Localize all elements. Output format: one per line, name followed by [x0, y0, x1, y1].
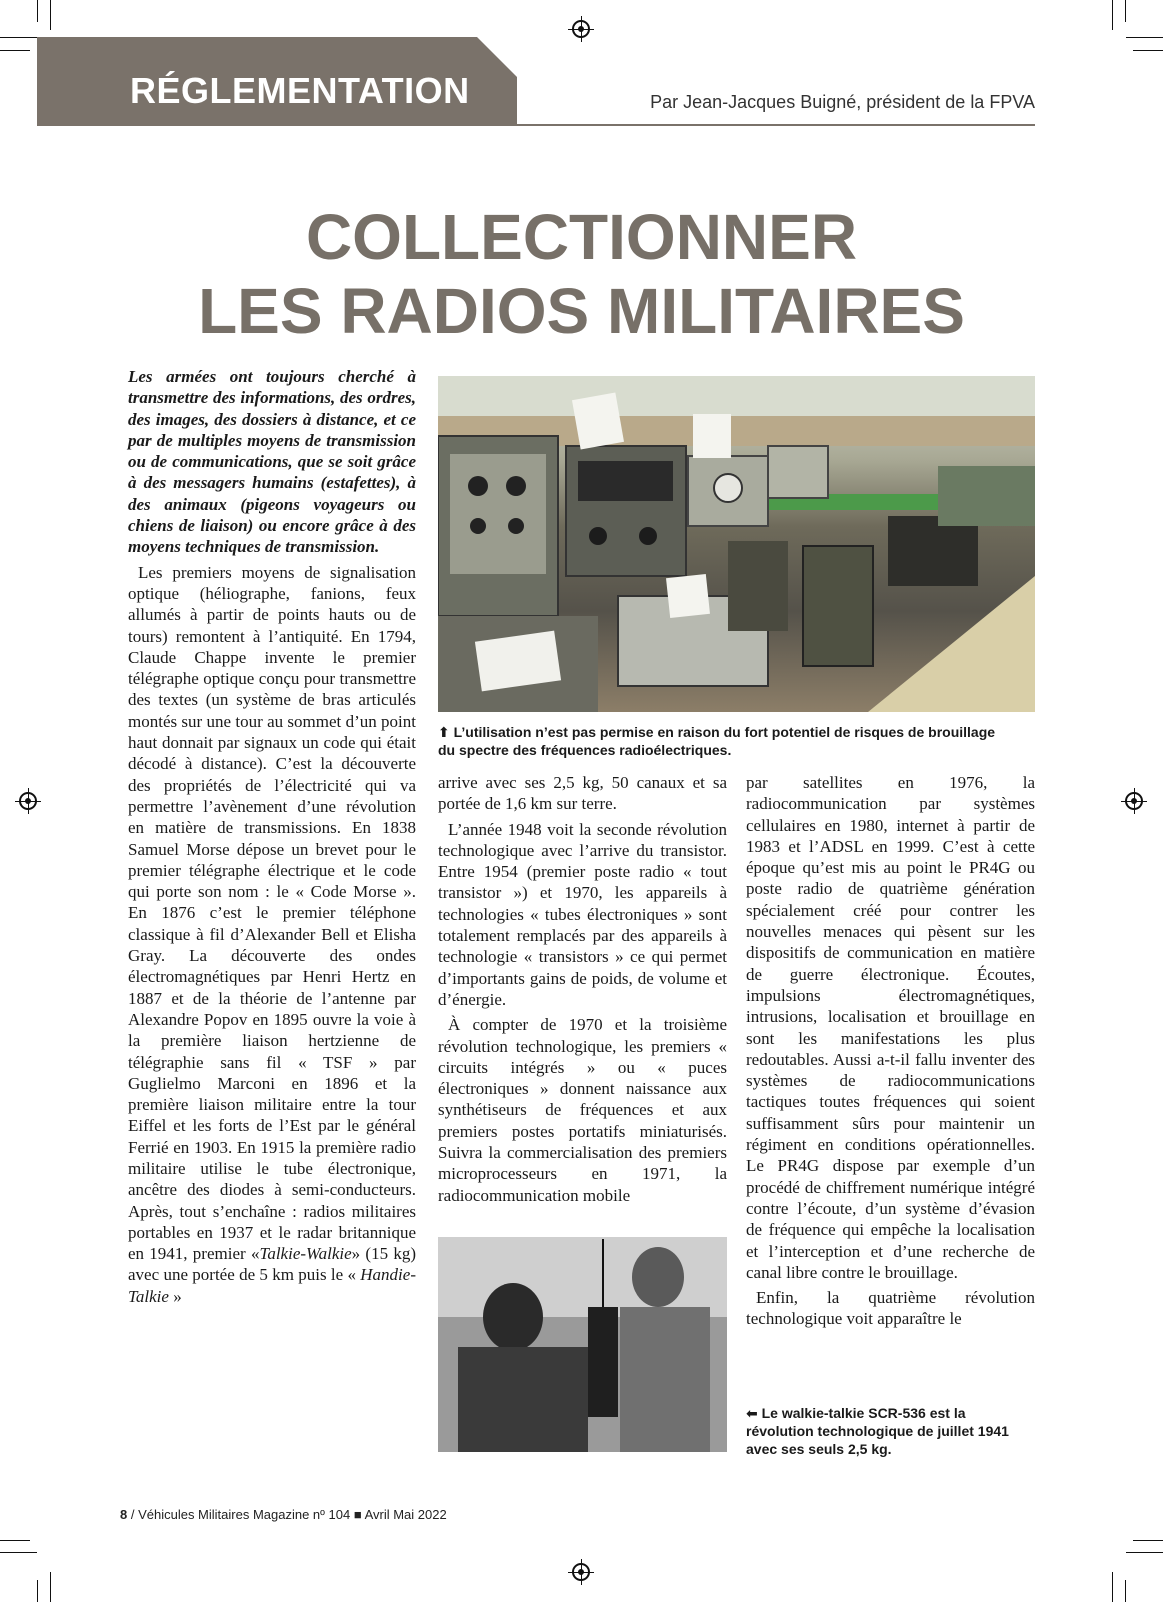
registration-mark-icon: [572, 20, 590, 38]
column-3: [746, 772, 1035, 1330]
photo-radio-exhibit-image: [438, 376, 1035, 712]
crop-mark: [1133, 1540, 1163, 1541]
crop-mark: [0, 1540, 30, 1541]
crop-mark: [0, 50, 30, 51]
photo2-caption-text: Le walkie-talkie SCR-536 est la révolution technologique de juillet 1941 avec ses seuls 2,5 kg.: [746, 1405, 1009, 1457]
crop-mark: [50, 1572, 51, 1602]
crop-mark: [1125, 1580, 1126, 1602]
body-text: «: [250, 1244, 260, 1264]
crop-mark: [50, 0, 51, 30]
photo1-caption: [438, 723, 998, 759]
body-paragraph: par satellites en 1976, la radiocommunication par systèmes cellulaires en 1980, internet à partir de 1983 et l’ADSL en 1999. C’est à cette époque qu’est mis au point le PR4G ou poste radio de quatrième génération spécialement créé pour contrer les nouvelles menaces qui pèsent sur les dispositifs de communication en matière de guerre électronique. Écoutes, impulsions électromagnétiques, intrusions, localisation et brouillage en sont les manifestations les plus redoutables. Aussi a-t-il fallu inventer des systèmes de radiocommunications tactiques toutes fréquences qui soient suffisamment sûrs pour maintenir un régiment en conditions opérationnelles. Le PR4G dispose par exemple d’un procédé de chiffrement numérique intégré contre l’écoute, d’un système d’évasion de fréquence qui empêche la localisation et l’interception et d’une recherche de canal libre contre le brouillage.: [746, 773, 1035, 1282]
body-text: »: [173, 1286, 182, 1306]
photo-radio-exhibit: [438, 376, 1035, 712]
crop-mark: [0, 1552, 37, 1553]
body-text: » (15 kg) avec une portée de 5 km puis le «: [128, 1244, 417, 1285]
crop-mark: [37, 0, 38, 22]
crop-mark: [1126, 37, 1163, 38]
title-line: LES RADIOS MILITAIRES: [198, 275, 965, 347]
article-title: [0, 200, 1163, 348]
registration-mark-icon: [19, 792, 37, 810]
title-line: COLLECTIONNER: [305, 201, 858, 273]
body-paragraph: L’année 1948 voit la seconde révolution technologique avec l’arrive du transistor. Entre 1954 (premier poste radio « tout transistor ») et 1970, les appareils à technologies « tubes électroniques » sont totalement remplacés par des appareils à technologie « transistors » ce qui permet d’importants gains de poids, de volume et d’énergie.: [438, 819, 727, 1009]
header-rule: [37, 124, 1035, 126]
lead-paragraph: Les armées ont toujours cherché à transmettre des informations, des ordres, des images, des dossiers à distance, et ce par de multiples moyens de transmission ou de communications, que se soit grâce à des messagers humains (estafettes), à des animaux (pigeons voyageurs ou chiens de liaison) ou encore grâce à des moyens techniques de transmission.: [128, 367, 416, 557]
body-text: Les premiers moyens de signalisation optique (héliographe, fanions, feux allumés à partir de points hauts ou de tours) remontent à l’antiquité. En 1794, Claude Chappe invente le premier télégraphe optique conçu pour transmettre des textes (un système de bras articulés montés sur une tour au sommet d’un point haut donnait par signaux un code qui était décodé à distance). C’est la découverte des propriétés de l’électricité qui va permettre l’avènement d’une révolution en matière de transmissions. En 1838 Samuel Morse dépose un brevet pour le premier télégraphe électrique et le code qui porte son nom : le « Code Morse ». En 1876 c’est le premier téléphone classique à fil d’Alexander Bell et Elisha Gray. La découverte des ondes électromagnétiques par Henri Hertz en 1887 et de la théorie de l’antenne par Alexandre Popov en 1895 ouvre la voie à la première liaison hertzienne de télégraphie sans fil « TSF » par Guglielmo Marconi en 1896 et la première liaison militaire entre la tour Eiffel et les forts de l’Est par le général Ferrié en 1903. En 1915 la première radio militaire utilise le tube électronique, ancêtre des diodes à semi-conducteurs. Après, tout s’enchaîne : radios militaires portables en 1937 et le radar britannique en 1941, premier: [128, 562, 416, 1264]
crop-mark: [1112, 0, 1113, 30]
photo-walkie-talkie: [438, 1237, 727, 1452]
body-text-italic: Handie-Talkie: [128, 1265, 416, 1306]
crop-mark: [1126, 1552, 1163, 1553]
photo2-caption: [746, 1404, 1035, 1458]
footer-text: / Véhicules Militaires Magazine nº 104 ■ Avril Mai 2022: [130, 1507, 447, 1522]
registration-mark-icon: [572, 1563, 590, 1581]
section-label: RÉGLEMENTATION: [130, 70, 470, 111]
byline: Par Jean-Jacques Buigné, président de la FPVA: [650, 92, 1035, 112]
crop-mark: [37, 1580, 38, 1602]
body-paragraph: À compter de 1970 et la troisième révolution technologique, les premiers « circuits intégrés » ou « puces électroniques » donnent naissance aux synthétiseurs de fréquences et aux premiers postes portatifs miniaturisés. Suivra la commercialisation des premiers microprocesseurs en 1971, la radiocommunication mobile: [438, 1015, 727, 1205]
body-paragraph: Enfin, la quatrième révolution technologique voit apparaître le: [746, 1288, 1035, 1329]
crop-mark: [0, 37, 37, 38]
photo-walkie-talkie-image: [438, 1237, 727, 1452]
body-text-italic: Talkie-Walkie: [259, 1244, 352, 1264]
photo1-caption-text: L’utilisation n’est pas permise en raison du fort potentiel de risques de brouillage du spectre des fréquences radioélectriques.: [438, 724, 996, 758]
crop-mark: [1133, 50, 1163, 51]
body-paragraph: arrive avec ses 2,5 kg, 50 canaux et sa portée de 1,6 km sur terre.: [438, 773, 727, 814]
caption-arrow-icon: ⬆: [438, 724, 454, 740]
column-2: [438, 772, 727, 1206]
crop-mark: [1112, 1572, 1113, 1602]
page-footer: [120, 1507, 447, 1522]
page-number: 8: [120, 1507, 128, 1522]
column-1: [128, 366, 416, 1307]
caption-arrow-icon: ⬅: [746, 1405, 762, 1421]
crop-mark: [1125, 0, 1126, 22]
body-paragraph: [128, 562, 416, 1307]
registration-mark-icon: [1125, 792, 1143, 810]
